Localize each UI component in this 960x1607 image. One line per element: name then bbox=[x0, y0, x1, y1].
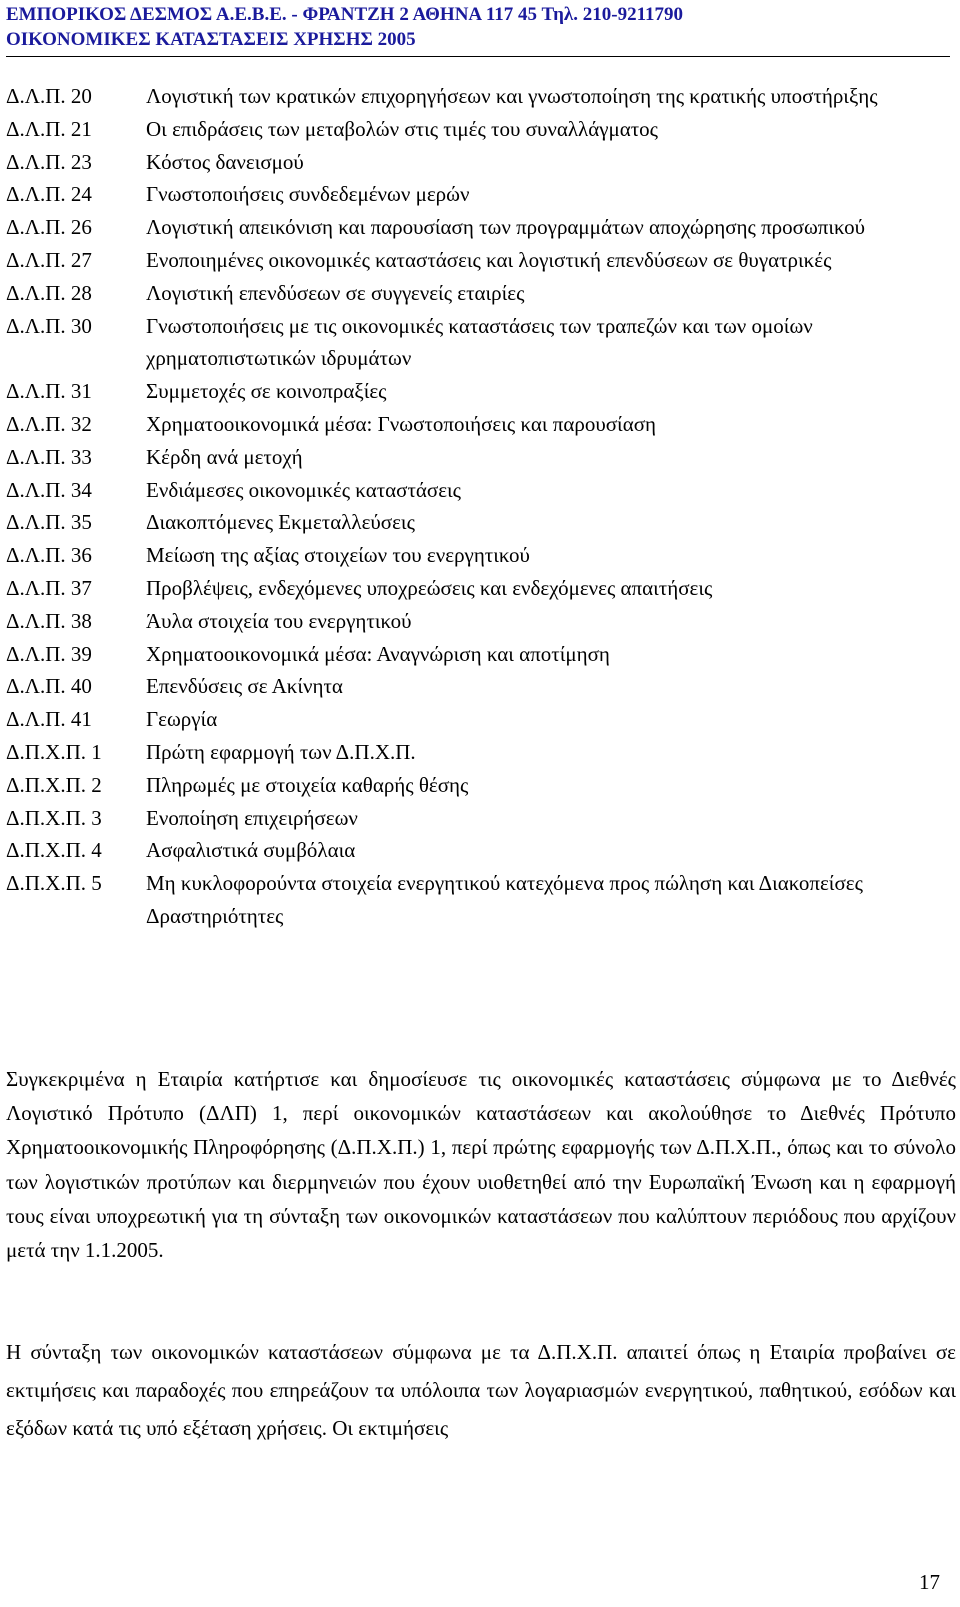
standard-title: Ασφαλιστικά συμβόλαια bbox=[146, 838, 356, 863]
page-number: 17 bbox=[919, 1570, 940, 1594]
standard-title: Λογιστική απεικόνιση και παρουσίαση των προγραμμάτων αποχώρησης προσωπικού bbox=[146, 215, 866, 240]
list-item bbox=[6, 277, 950, 310]
standard-code: Δ.Π.Χ.Π. 2 bbox=[6, 772, 102, 797]
standard-title: Γεωργία bbox=[146, 707, 218, 732]
standard-code: Δ.Π.Χ.Π. 5 bbox=[6, 871, 102, 896]
list-item bbox=[6, 408, 950, 441]
standard-title: Διακοπτόμενες Εκμεταλλεύσεις bbox=[146, 510, 415, 535]
list-item bbox=[6, 572, 950, 605]
standard-title: Οι επιδράσεις των μεταβολών στις τιμές του συναλλάγματος bbox=[146, 116, 658, 141]
list-item bbox=[6, 867, 950, 933]
standards-list bbox=[6, 80, 950, 933]
standard-title: Χρηματοοικονομικά μέσα: Αναγνώριση και αποτίμηση bbox=[146, 641, 610, 666]
list-item bbox=[6, 638, 950, 671]
standard-code: Δ.Λ.Π. 36 bbox=[6, 543, 92, 568]
standard-code: Δ.Λ.Π. 39 bbox=[6, 641, 92, 666]
standard-title: Γνωστοποιήσεις συνδεδεμένων μερών bbox=[146, 182, 470, 207]
standard-title: Γνωστοποιήσεις με τις οικονομικές καταστάσεις των τραπεζών και των ομοίων χρηματοπιστωτικών ιδρυμάτων bbox=[146, 313, 813, 371]
standard-code: Δ.Λ.Π. 28 bbox=[6, 280, 92, 305]
standard-code: Δ.Λ.Π. 34 bbox=[6, 477, 92, 502]
list-item bbox=[6, 441, 950, 474]
header-divider bbox=[6, 56, 950, 57]
standard-title: Πρώτη εφαρμογή των Δ.Π.Χ.Π. bbox=[146, 739, 416, 764]
standard-code: Δ.Λ.Π. 31 bbox=[6, 379, 92, 404]
list-item bbox=[6, 769, 950, 802]
standard-code: Δ.Λ.Π. 24 bbox=[6, 182, 92, 207]
standard-title: Κέρδη ανά μετοχή bbox=[146, 444, 303, 469]
list-item bbox=[6, 211, 950, 244]
standard-title: Άυλα στοιχεία του ενεργητικού bbox=[146, 608, 412, 633]
standard-code: Δ.Λ.Π. 40 bbox=[6, 674, 92, 699]
body-paragraph-1: Συγκεκριμένα η Εταιρία κατήρτισε και δημοσίευσε τις οικονομικές καταστάσεις σύμφωνα με το Διεθνές Λογιστικό Πρότυπο (ΔΛΠ) 1, περί οικονομικών καταστάσεων και ακολούθησε το Διεθνές Πρότυπο Χρηματοοικονομικής Πληροφόρησης (Δ.Π.Χ.Π.) 1, περί πρώτης εφαρμογής των Δ.Π.Χ.Π., όπως και το σύνολο των λογιστικών προτύπων και διερμηνειών που έχουν υιοθετηθεί από την Ευρωπαϊκή Ένωση και η εφαρμογή τους είναι υποχρεωτική για τη σύνταξη των οικονομικών καταστάσεων που καλύπτουν περιόδους που αρχίζουν μετά την 1.1.2005. bbox=[6, 1067, 956, 1263]
standard-code: Δ.Λ.Π. 37 bbox=[6, 575, 92, 600]
standard-title: Ενδιάμεσες οικονομικές καταστάσεις bbox=[146, 477, 461, 502]
standard-code: Δ.Λ.Π. 38 bbox=[6, 608, 92, 633]
standard-title: Κόστος δανεισμού bbox=[146, 149, 304, 174]
standard-code: Δ.Λ.Π. 27 bbox=[6, 247, 92, 272]
standard-code: Δ.Π.Χ.Π. 1 bbox=[6, 739, 102, 764]
standard-title: Χρηματοοικονομικά μέσα: Γνωστοποιήσεις και παρουσίαση bbox=[146, 411, 656, 436]
list-item bbox=[6, 703, 950, 736]
standard-code: Δ.Λ.Π. 20 bbox=[6, 84, 92, 108]
list-item bbox=[6, 178, 950, 211]
standard-title: Πληρωμές με στοιχεία καθαρής θέσης bbox=[146, 772, 469, 797]
standard-title: Επενδύσεις σε Ακίνητα bbox=[146, 674, 343, 699]
list-item bbox=[6, 474, 950, 507]
list-item bbox=[6, 802, 950, 835]
standard-title: Λογιστική των κρατικών επιχορηγήσεων και γνωστοποίηση της κρατικής υποστήριξης bbox=[146, 84, 878, 108]
report-title-line: ΟΙΚΟΝΟΜΙΚΕΣ ΚΑΤΑΣΤΑΣΕΙΣ ΧΡΗΣΗΣ 2005 bbox=[6, 29, 416, 50]
standard-title: Συμμετοχές σε κοινοπραξίες bbox=[146, 379, 387, 404]
company-header-line: ΕΜΠΟΡΙΚΟΣ ΔΕΣΜΟΣ Α.Ε.Β.Ε. - ΦΡΑΝΤΖΗ 2 ΑΘΗΝΑ 117 45 Τηλ. 210-9211790 bbox=[6, 4, 684, 25]
list-item bbox=[6, 375, 950, 408]
standard-code: Δ.Λ.Π. 23 bbox=[6, 149, 92, 174]
standard-title: Μη κυκλοφορούντα στοιχεία ενεργητικού κατεχόμενα προς πώληση και Διακοπείσες Δραστηριότητες bbox=[146, 871, 863, 928]
page-header bbox=[6, 2, 956, 52]
standard-code: Δ.Λ.Π. 26 bbox=[6, 215, 92, 240]
standard-code: Δ.Λ.Π. 30 bbox=[6, 313, 92, 338]
standard-code: Δ.Λ.Π. 32 bbox=[6, 411, 92, 436]
standard-title: Μείωση της αξίας στοιχείων του ενεργητικού bbox=[146, 543, 530, 568]
list-item bbox=[6, 834, 950, 867]
list-item bbox=[6, 736, 950, 769]
standard-title: Ενοποίηση επιχειρήσεων bbox=[146, 805, 358, 830]
body-paragraph-2: Η σύνταξη των οικονομικών καταστάσεων σύμφωνα με τα Δ.Π.Χ.Π. απαιτεί όπως η Εταιρία προβαίνει σε εκτιμήσεις και παραδοχές που επηρεάζουν τα υπόλοιπα των λογαριασμών ενεργητικού, παθητικού, εσόδων και εξόδων κατά τις υπό εξέταση χρήσεις. Οι εκτιμήσεις bbox=[6, 1340, 956, 1440]
list-item bbox=[6, 310, 950, 376]
standard-title: Προβλέψεις, ενδεχόμενες υποχρεώσεις και ενδεχόμενες απαιτήσεις bbox=[146, 575, 713, 600]
list-item bbox=[6, 605, 950, 638]
standard-code: Δ.Λ.Π. 35 bbox=[6, 510, 92, 535]
list-item bbox=[6, 244, 950, 277]
list-item bbox=[6, 539, 950, 572]
list-item bbox=[6, 506, 950, 539]
list-item bbox=[6, 670, 950, 703]
standard-title: Ενοποιημένες οικονομικές καταστάσεις και λογιστική επενδύσεων σε θυγατρικές bbox=[146, 247, 832, 272]
standard-code: Δ.Π.Χ.Π. 4 bbox=[6, 838, 102, 863]
standard-code: Δ.Λ.Π. 41 bbox=[6, 707, 92, 732]
standard-code: Δ.Λ.Π. 33 bbox=[6, 444, 92, 469]
list-item bbox=[6, 80, 950, 113]
standard-code: Δ.Π.Χ.Π. 3 bbox=[6, 805, 102, 830]
list-item bbox=[6, 113, 950, 146]
standard-title: Λογιστική επενδύσεων σε συγγενείς εταιρίες bbox=[146, 280, 525, 305]
list-item bbox=[6, 146, 950, 179]
standard-code: Δ.Λ.Π. 21 bbox=[6, 116, 92, 141]
